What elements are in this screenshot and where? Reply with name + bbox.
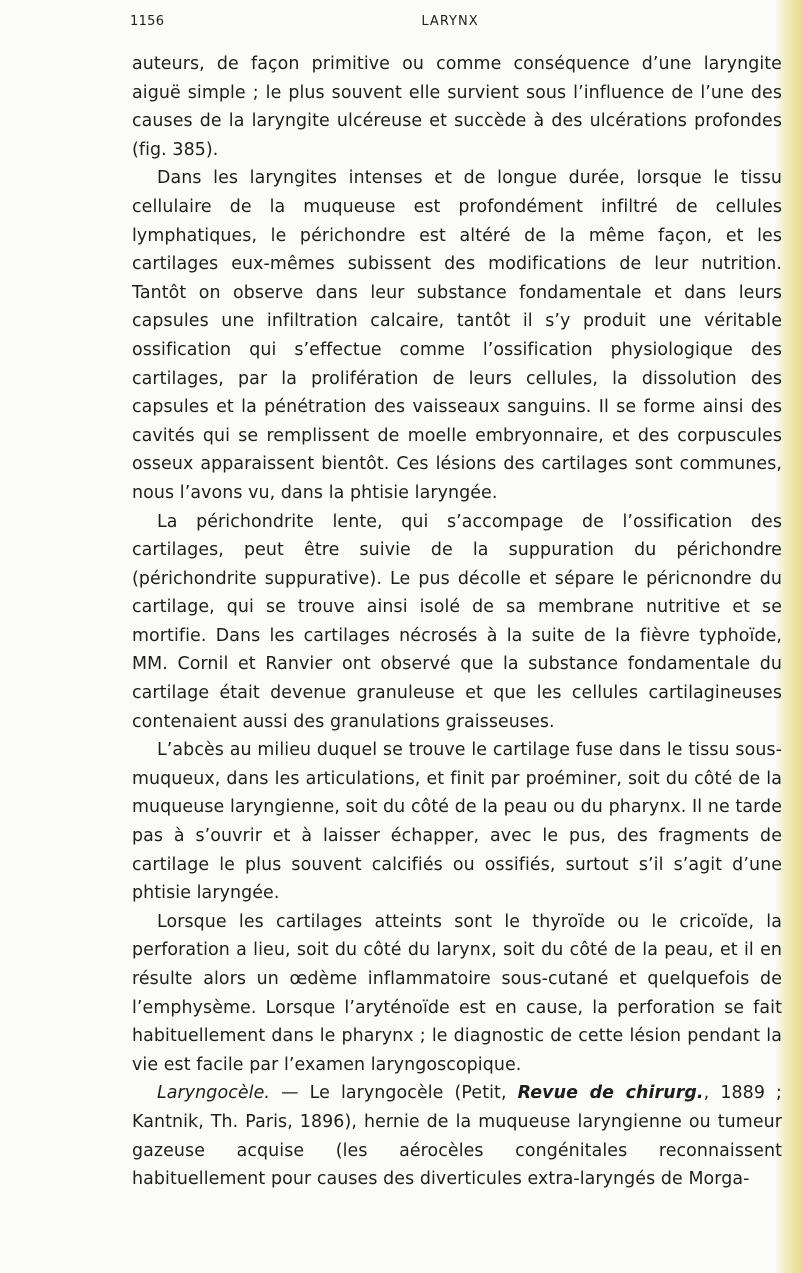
paragraph-laryngocele: [132, 1079, 782, 1193]
paragraph-2: Dans les laryngites intenses et de longue durée, lorsque le tissu cellulaire de la muqueuse est profondément infiltré de cellules lymphatiques, le périchondre est altéré de la même façon, et les cartilages eux-mêmes subissent des modifications de leur nutrition. Tantôt on observe dans leur substance fondamentale et dans leurs capsules une infiltration calcaire, tantôt il s’y produit une véritable ossification qui s’effectue comme l’ossification physiologique des cartilages, par la prolifération de leurs cellules, la dissolution des capsules et la pénétration des vaisseaux sanguins. Il se forme ainsi des cavités qui se remplissent de moelle embryonnaire, et des corpuscules osseux apparaissent bientôt. Ces lésions des cartilages sont communes, nous l’avons vu, dans la phtisie laryngée.: [132, 168, 782, 503]
paragraph-1: auteurs, de façon primitive ou comme conséquence d’une laryngite aiguë simple ; le plus souvent elle survient sous l’influence de l’une des causes de la laryngite ulcéreuse et succède à des ulcérations profondes (fig. 385).: [132, 54, 782, 160]
journal-citation: Revue de chirurg.: [517, 1083, 704, 1104]
laryngocele-text-b: , 1889 ; Kantnik, Th. Paris, 1896), hernie de la muqueuse laryngienne ou tumeur gazeuse acquise (les aérocèles congénitales reconnaissent habituellement pour causes des diverticules extra-laryngés de Morga-: [132, 1083, 782, 1190]
section-heading-laryngocele: Laryngocèle.: [157, 1083, 271, 1104]
text-body: [132, 50, 782, 1194]
running-title: LARYNX: [421, 14, 479, 29]
paragraph-5: Lorsque les cartilages atteints sont le thyroïde ou le cricoïde, la perforation a lieu, soit du côté du larynx, soit du côté de la peau, et il en résulte alors un œdème inflammatoire sous-cutané et quelquefois de l’emphysème. Lorsque l’aryténoïde est en cause, la perforation se fait habituellement dans le pharynx ; le diagnostic de cette lésion pendant la vie est facile par l’examen laryngoscopique.: [132, 911, 782, 1075]
page-header: [130, 8, 690, 32]
page-number: 1156: [130, 14, 165, 29]
laryngocele-text-a: — Le laryngocèle (Petit,: [270, 1083, 518, 1104]
paragraph-3: La périchondrite lente, qui s’accompage de l’ossification des cartilages, peut être suivie de la suppuration du périchondre (périchondrite suppurative). Le pus décolle et sépare le péricnondre du cartilage, qui se trouve ainsi isolé de sa membrane nutritive et se mortifie. Dans les cartilages nécrosés à la suite de la fièvre typhoïde, MM. Cornil et Ranvier ont observé que la substance fondamentale du cartilage était devenue granuleuse et que les cellules cartilagineuses contenaient aussi des granulations graisseuses.: [132, 511, 782, 732]
paragraph-4: L’abcès au milieu duquel se trouve le cartilage fuse dans le tissu sous-muqueux, dans les articulations, et finit par proéminer, soit du côté de la muqueuse laryngienne, soit du côté de la peau ou du pharynx. Il ne tarde pas à s’ouvrir et à laisser échapper, avec le pus, des fragments de cartilage le plus souvent calcifiés ou ossifiés, surtout s’il s’agit d’une phtisie laryngée.: [132, 740, 782, 904]
